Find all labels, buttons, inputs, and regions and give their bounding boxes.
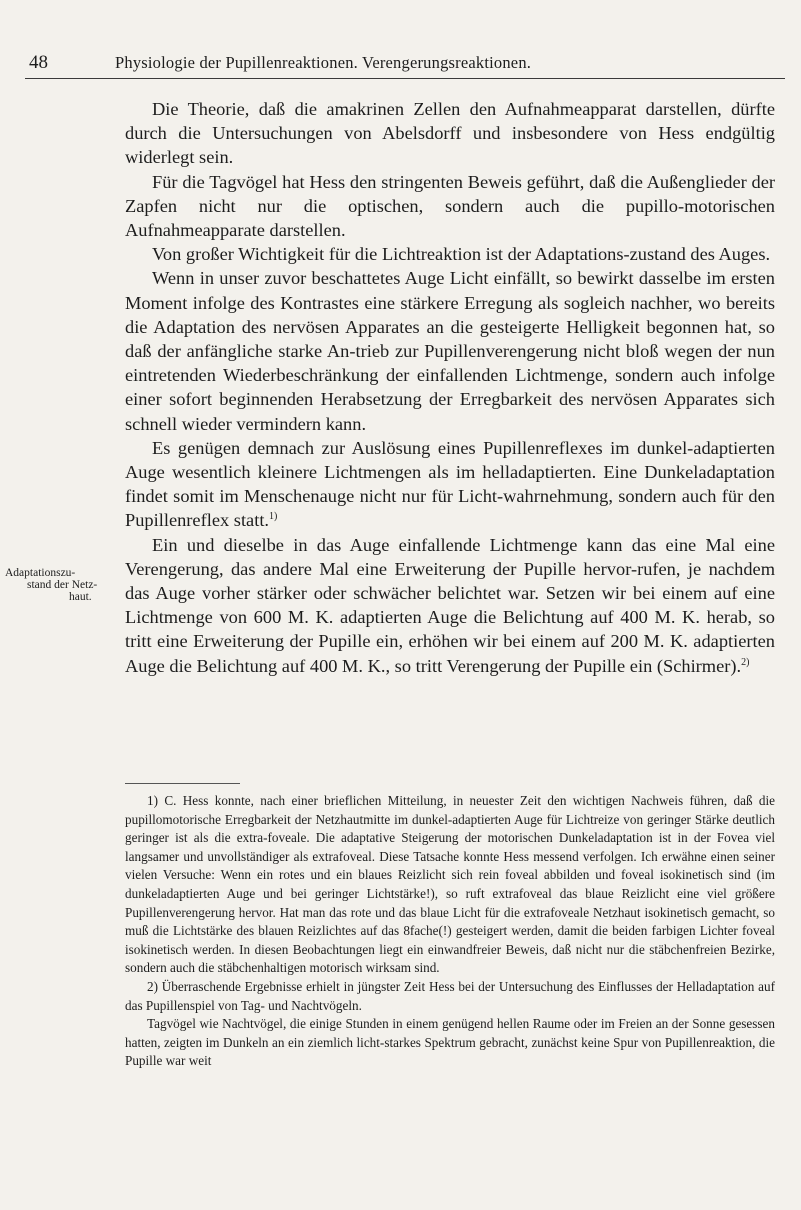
paragraph: Die Theorie, daß die amakrinen Zellen den Aufnahmeapparat darstellen, dürfte durch die Untersuchungen von Abelsdorff und insbesondere von Hess endgültig widerlegt sein. bbox=[125, 99, 775, 168]
margin-note-line: Adaptationszu- bbox=[5, 567, 76, 579]
paragraph: Von großer Wichtigkeit für die Lichtreaktion ist der Adaptations-zustand des Auges. bbox=[152, 244, 771, 265]
paragraph bbox=[125, 533, 775, 678]
page-number: 48 bbox=[29, 52, 48, 73]
page-header bbox=[25, 48, 785, 79]
paragraph: Wenn in unser zuvor beschattetes Auge Licht einfällt, so bewirkt dasselbe im ersten Moment infolge des Kontrastes eine stärkere Erregung als sogleich nachher, wo bereits die Adaptation des nervösen Apparates an die gesteigerte Helligkeit begonnen hat, so daß der anfängliche starke An-trieb zur Pupillenverengerung nicht bloß wegen der nun eintretenden Wiederbeschränkung der einfallenden Lichtmenge, sondern auch infolge einer sofort beginnenden Herabsetzung der Erregbarkeit des nervösen Apparates sich schnell wieder vermindern kann. bbox=[125, 268, 775, 434]
margin-note-line: stand der Netz- bbox=[27, 579, 98, 591]
paragraph bbox=[125, 436, 775, 533]
footnote: 1) C. Hess konnte, nach einer brieflichen Mitteilung, in neuester Zeit den wichtigen Nachweis führen, daß die pupillomotorische Erregbarkeit der Netzhautmitte im dunkel-adaptierten Auge für Lichtreize von geringer Stärke deutlich geringer ist als die extra-foveale. Die adaptative Steigerung der motorischen Dunkeladaptation ist in der Fovea viel langsamer und unvollständiger als extrafoveal. Diese Tatsache konnte Hess messend verfolgen. Ich erwähne einen seiner vielen Versuche: Wenn ein rotes und ein blaues Reizlicht sich rein foveal abbilden und foveal isokinetisch sind (im dunkeladaptierten Auge und bei geringer Lichtstärke!), so ruft extrafoveal das blaue Reizlicht eine viel größere Pupillenverengerung hervor. Hat man das rote und das blaue Licht für die extrafoveale Netzhaut isokinetisch gemacht, so muß die Lichtstärke des blauen Reizlichtes auf das 8fache(!) gesteigert werden, damit die beiden farbigen Lichter foveal isokinetisch werden. In diesen Beobachtungen liegt ein einwandfreier Beweis, daß nicht nur die stäbchenfreien Bezirke, sondern auch die stäbchenhaltigen motorisch wirksam sind. bbox=[125, 793, 775, 976]
footnote: Tagvögel wie Nachtvögel, die einige Stunden in einem genügend hellen Raume oder im Freien an der Sonne gesessen hatten, zeigten im Dunkeln an ein ziemlich licht-starkes Spektrum gebracht, zunächst keine Spur von Pupillenreaktion, die Pupille war weit bbox=[125, 1016, 775, 1069]
margin-note-line: haut. bbox=[69, 591, 92, 603]
paragraph: Für die Tagvögel hat Hess den stringenten Beweis geführt, daß die Außenglieder der Zapfen nicht nur die optischen, sondern auch die pupillo-motorischen Aufnahmeapparate darstellen. bbox=[125, 171, 775, 241]
footnote: 2) Überraschende Ergebnisse erhielt in jüngster Zeit Hess bei der Untersuchung des Einflusses der Helladaptation auf das Pupillenspiel von Tag- und Nachtvögeln. bbox=[125, 978, 775, 1013]
footnote-divider bbox=[125, 783, 240, 784]
footnotes bbox=[125, 792, 775, 1071]
footnote-ref: 1) bbox=[269, 511, 278, 523]
footnote-ref: 2) bbox=[741, 656, 750, 668]
paragraph-text: Ein und dieselbe in das Auge einfallende Lichtmenge kann das eine Mal eine Verengerung, das andere Mal eine Erweiterung der Pupille hervor-rufen, je nachdem das Auge vorher stärker oder schwächer belichtet war. Setzen wir bei einem auf eine Lichtmenge von 600 M. K. adaptierten Auge die Belichtung auf 400 M. K. herab, so tritt eine Erweiterung der Pupille ein, erhöhen wir bei einem auf 200 M. K. adaptierten Auge die Belichtung auf 400 M. K., so tritt Verengerung der Pupille ein (Schirmer). bbox=[125, 534, 775, 676]
running-title: Physiologie der Pupillenreaktionen. Verengerungsreaktionen. bbox=[115, 53, 532, 72]
paragraph-text: Es genügen demnach zur Auslösung eines Pupillenreflexes im dunkel-adaptierten Auge wesentlich kleinere Lichtmengen als im helladaptierten. Eine Dunkeladaptation findet somit im Menschenauge nicht nur für Licht-wahrnehmung, sondern auch für den Pupillenreflex statt. bbox=[125, 437, 775, 531]
margin-note bbox=[5, 567, 115, 603]
main-text bbox=[125, 97, 775, 678]
